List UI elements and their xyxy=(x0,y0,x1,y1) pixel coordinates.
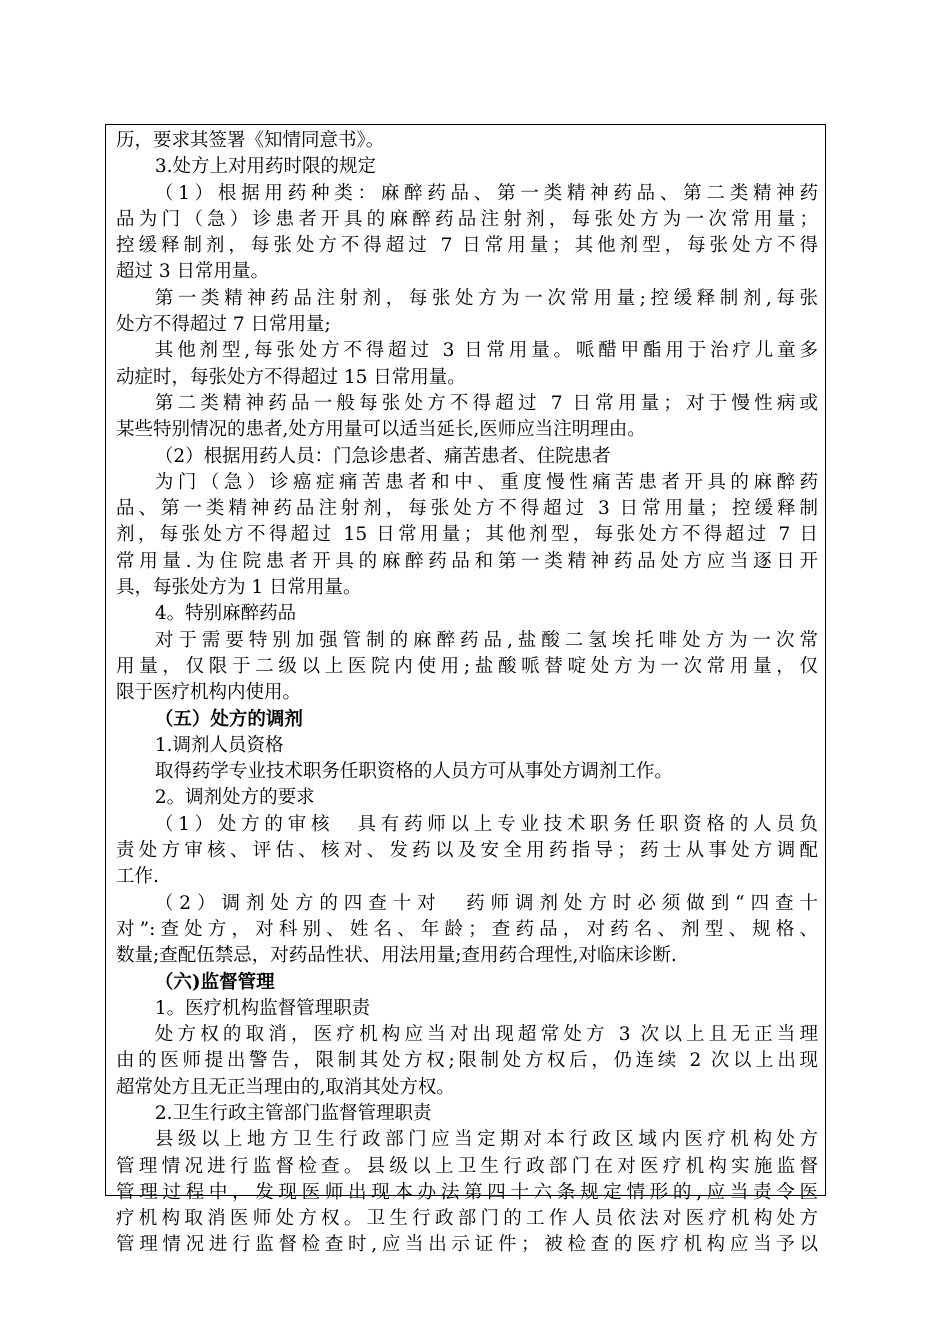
text-line: 动症时，每张处方不得超过 15 日常用量。 xyxy=(116,366,466,388)
text-line: （2）根据用药人员：门急诊患者、痛苦患者、住院患者 xyxy=(154,445,611,467)
text-line: 1.调剂人员资格 xyxy=(154,734,284,756)
text-line: 处方权的取消，医疗机构应当对出现超常处方 3 次以上且无正当理 xyxy=(154,1024,818,1046)
text-line: 管理过程中，发现医师出现本办法第四十六条规定情形的,应当责令医 xyxy=(116,1181,818,1203)
text-line: （2）调剂处方的四查十对 药师调剂处方时必须做到“四查十 xyxy=(154,892,818,914)
section-heading: （六)监督管理 xyxy=(154,971,275,993)
text-line: 历，要求其签署《知情同意书》。 xyxy=(116,130,385,151)
text-line: 对”:查处方，对科别、姓名、年龄；查药品，对药名、剂型、规格、 xyxy=(116,918,818,940)
text-line: 责处方审核、评估、核对、发药以及安全用药指导；药士从事处方调配 xyxy=(116,840,818,862)
text-line: 某些特别情况的患者,处方用量可以适当延长,医师应当注明理由。 xyxy=(116,419,646,441)
text-line: 对于需要特别加强管制的麻醉药品,盐酸二氢埃托啡处方为一次常 xyxy=(154,629,818,651)
text-line: 为门（急）诊癌症痛苦患者和中、重度慢性痛苦患者开具的麻醉药 xyxy=(154,471,818,493)
text-line: 处方不得超过 7 日常用量; xyxy=(116,314,331,336)
text-line: 限于医疗机构内使用。 xyxy=(116,682,302,704)
text-line: 管理情况进行监督检查。县级以上卫生行政部门在对医疗机构实施监督 xyxy=(116,1155,818,1177)
text-line: 常用量.为住院患者开具的麻醉药品和第一类精神药品处方应当逐日开 xyxy=(116,550,818,572)
text-line: 品、第一类精神药品注射剂，每张处方不得超过 3 日常用量；控缓释制 xyxy=(116,498,818,520)
text-line: 疗机构取消医师处方权。卫生行政部门的工作人员依法对医疗机构处方 xyxy=(116,1208,818,1230)
text-line: 2。调剂处方的要求 xyxy=(154,787,315,809)
text-line: 3.处方上对用药时限的规定 xyxy=(154,156,376,178)
text-line: 数量;查配伍禁忌，对药品性状、用法用量;查用药合理性,对临床诊断. xyxy=(116,945,677,967)
text-line: 4。特别麻醉药品 xyxy=(154,603,297,625)
section-heading: （五）处方的调剂 xyxy=(154,708,303,730)
document-body xyxy=(116,128,818,1259)
text-line: 用量，仅限于二级以上医院内使用;盐酸哌替啶处方为一次常用量，仅 xyxy=(116,655,818,677)
text-line: 取得药学专业技术职务任职资格的人员方可从事处方调剂工作。 xyxy=(154,761,673,783)
text-line: 其他剂型,每张处方不得超过 3 日常用量。哌醋甲酯用于治疗儿童多 xyxy=(154,340,818,362)
text-line: 县级以上地方卫生行政部门应当定期对本行政区域内医疗机构处方 xyxy=(154,1129,818,1151)
text-line: 管理情况进行监督检查时,应当出示证件；被检查的医疗机构应当予以 xyxy=(116,1234,818,1256)
text-line: 品为门（急）诊患者开具的麻醉药品注射剂，每张处方为一次常用量； xyxy=(116,208,818,230)
text-line: 具，每张处方为 1 日常用量。 xyxy=(116,577,362,599)
text-line: 工作. xyxy=(116,866,159,888)
text-line: 控缓释制剂，每张处方不得超过 7 日常用量；其他剂型，每张处方不得 xyxy=(116,235,818,257)
text-line: （1）处方的审核 具有药师以上专业技术职务任职资格的人员负 xyxy=(154,813,818,835)
text-line: 剂，每张处方不得超过 15 日常用量；其他剂型，每张处方不得超过 7 日 xyxy=(116,524,818,546)
text-line: 第二类精神药品一般每张处方不得超过 7 日常用量；对于慢性病或 xyxy=(154,392,818,414)
text-line: 超过 3 日常用量。 xyxy=(116,261,270,283)
text-line: 由的医师提出警告，限制其处方权;限制处方权后，仍连续 2 次以上出现 xyxy=(116,1050,818,1072)
text-line: （1）根据用药种类：麻醉药品、第一类精神药品、第二类精神药 xyxy=(154,182,818,204)
text-line: 超常处方且无正当理由的,取消其处方权。 xyxy=(116,1076,455,1098)
text-line: 第一类精神药品注射剂，每张处方为一次常用量;控缓释制剂,每张 xyxy=(154,287,818,309)
text-line: 2.卫生行政主管部门监督管理职责 xyxy=(154,1102,432,1124)
text-line: 1。医疗机构监督管理职责 xyxy=(154,997,371,1019)
